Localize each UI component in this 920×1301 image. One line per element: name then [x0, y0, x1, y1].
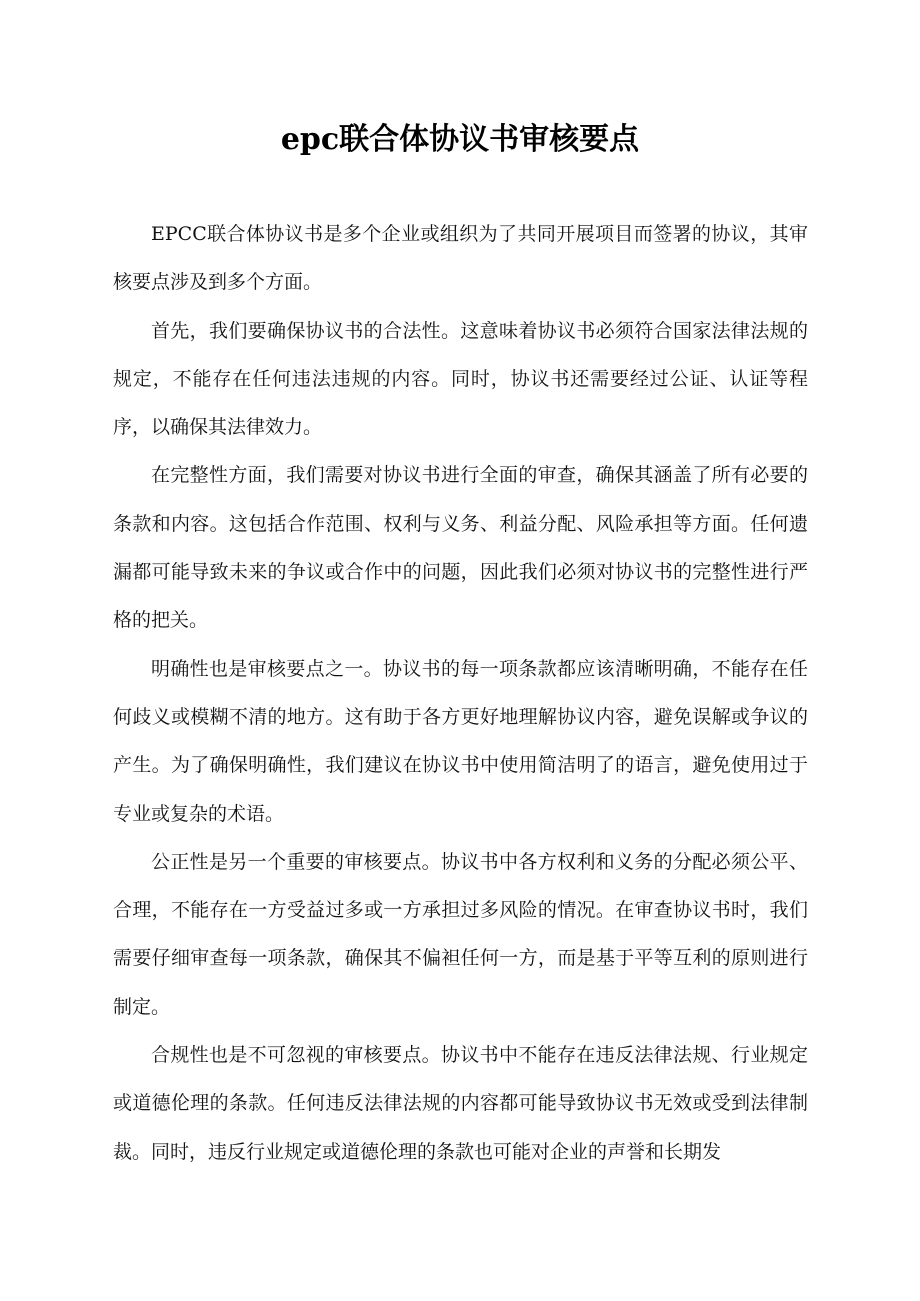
paragraph-legality: 首先，我们要确保协议书的合法性。这意味着协议书必须符合国家法律法规的规定，不能存在任何违法违规的内容。同时，协议书还需要经过公证、认证等程序，以确保其法律效力。	[113, 319, 808, 439]
paragraph-completeness: 在完整性方面，我们需要对协议书进行全面的审查，确保其涵盖了所有必要的条款和内容。这包括合作范围、权利与义务、利益分配、风险承担等方面。任何遗漏都可能导致未来的争议或合作中的问题，因此我们必须对协议书的完整性进行严格的把关。	[113, 464, 808, 632]
paragraph-compliance: 合规性也是不可忽视的审核要点。协议书中不能存在违反法律法规、行业规定或道德伦理的条款。任何违反法律法规的内容都可能导致协议书无效或受到法律制裁。同时，违反行业规定或道德伦理的条款也可能对企业的声誉和长期发	[113, 1044, 808, 1163]
paragraph-clarity: 明确性也是审核要点之一。协议书的每一项条款都应该清晰明确，不能存在任何歧义或模糊不清的地方。这有助于各方更好地理解协议内容，避免误解或争议的产生。为了确保明确性，我们建议在协议书中使用简洁明了的语言，避免使用过于专业或复杂的术语。	[113, 657, 808, 825]
document-body	[113, 210, 808, 1176]
paragraph-fairness: 公正性是另一个重要的审核要点。协议书中各方权利和义务的分配必须公平、合理，不能存在一方受益过多或一方承担过多风险的情况。在审查协议书时，我们需要仔细审查每一项条款，确保其不偏袒任何一方，而是基于平等互利的原则进行制定。	[113, 850, 808, 1018]
document-title: epc联合体协议书审核要点	[280, 122, 640, 157]
paragraph-intro: EPCC联合体协议书是多个企业或组织为了共同开展项目而签署的协议，其审核要点涉及到多个方面。	[113, 223, 808, 294]
